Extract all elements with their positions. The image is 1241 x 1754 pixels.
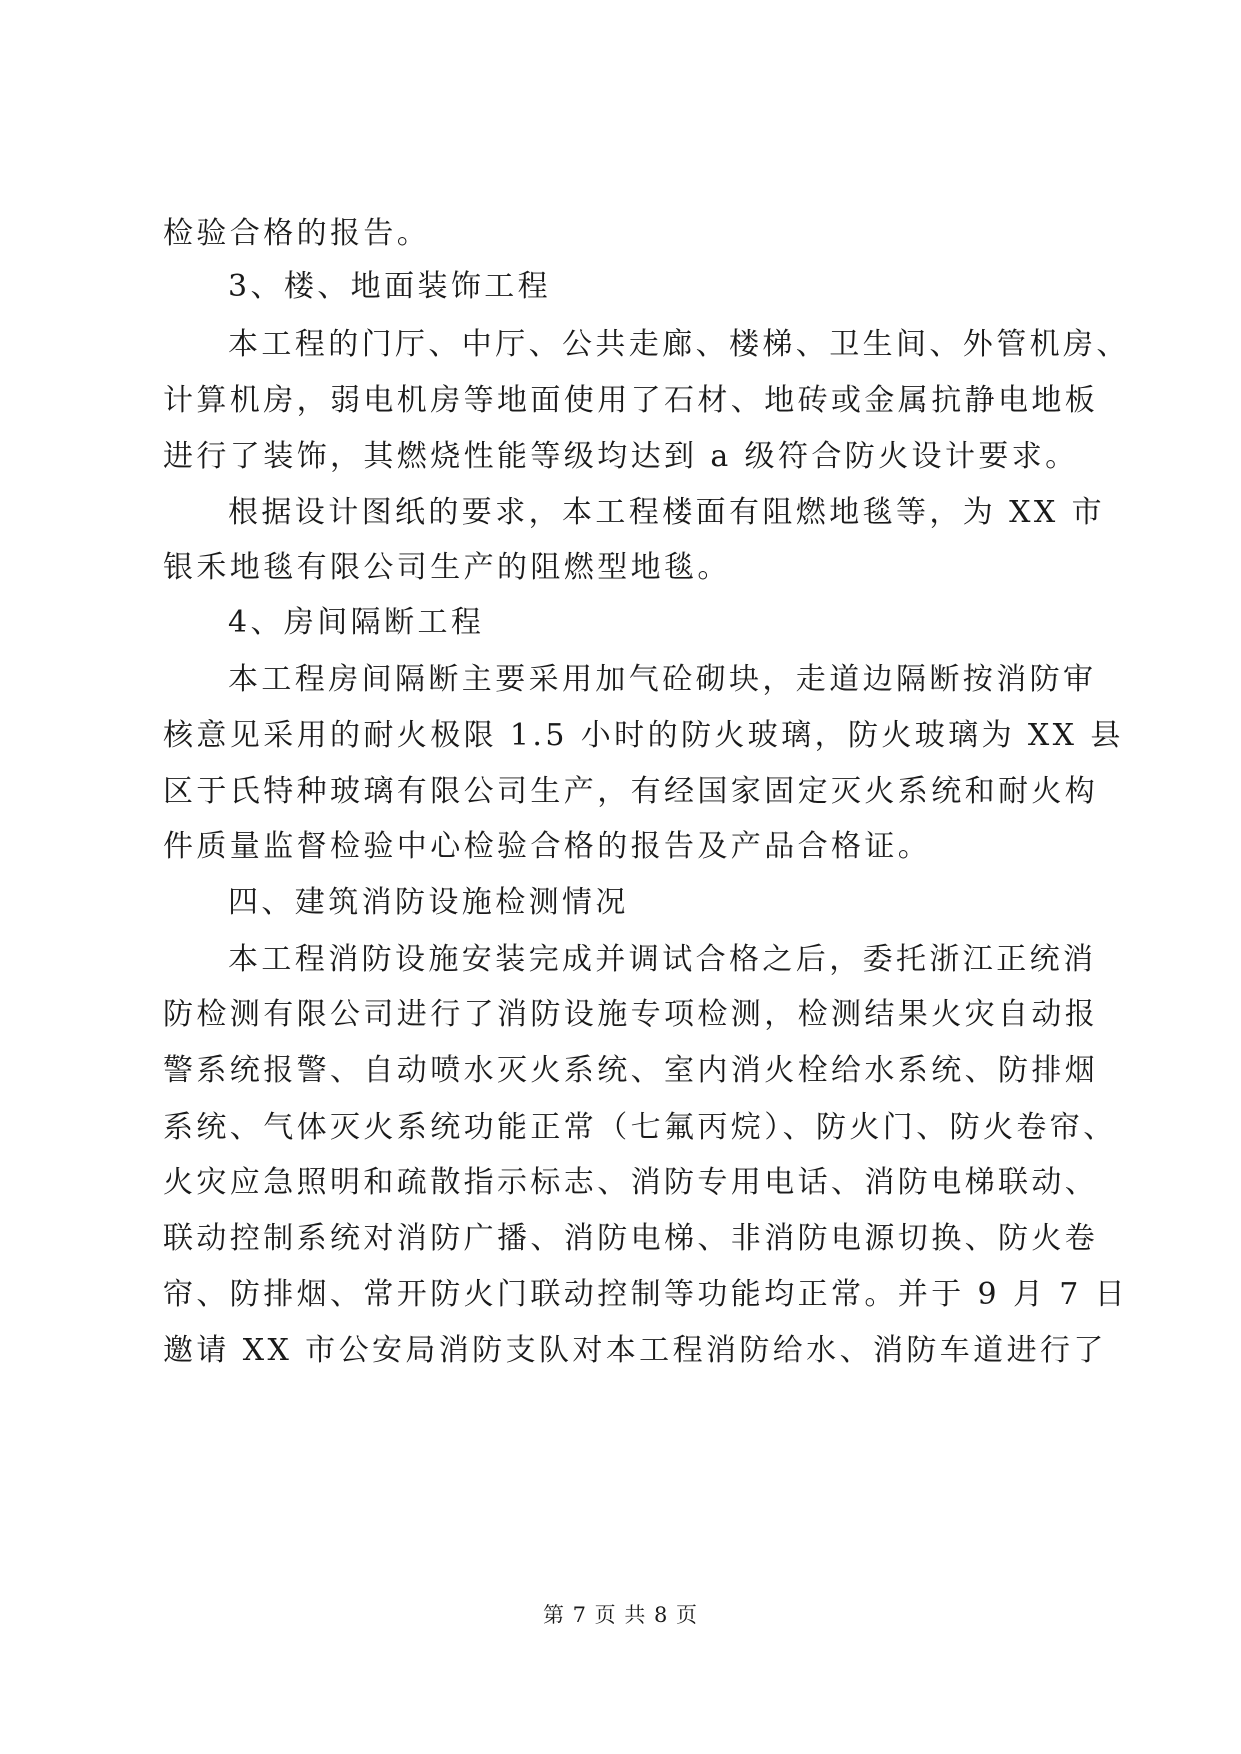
- text-line: 邀请 XX 市公安局消防支队对本工程消防给水、消防车道进行了: [163, 1333, 1107, 1368]
- text-line: 本工程的门厅、中厅、公共走廊、楼梯、卫生间、外管机房、: [228, 327, 1130, 362]
- text-line: 根据设计图纸的要求，本工程楼面有阻燃地毯等，为 XX 市: [228, 495, 1105, 530]
- section-heading-fire-inspection: 四、建筑消防设施检测情况: [228, 885, 629, 920]
- text-line: 件质量监督检验中心检验合格的报告及产品合格证。: [163, 829, 932, 864]
- text-line: 帘、防排烟、常开防火门联动控制等功能均正常。并于 9 月 7 日: [163, 1277, 1129, 1312]
- page-number-footer: 第 7 页 共 8 页: [542, 1603, 699, 1627]
- text-line: 本工程房间隔断主要采用加气砼砌块，走道边隔断按消防审: [228, 662, 1097, 697]
- text-line: 火灾应急照明和疏散指示标志、消防专用电话、消防电梯联动、: [163, 1165, 1099, 1200]
- text-line: 警系统报警、自动喷水灭火系统、室内消火栓给水系统、防排烟: [163, 1053, 1099, 1088]
- text-line: 联动控制系统对消防广播、消防电梯、非消防电源切换、防火卷: [163, 1221, 1099, 1256]
- text-line: 本工程消防设施安装完成并调试合格之后，委托浙江正统消: [228, 942, 1097, 977]
- section-heading-room-partition: 4、房间隔断工程: [228, 605, 485, 640]
- text-line: 核意见采用的耐火极限 1.5 小时的防火玻璃，防火玻璃为 XX 县: [163, 718, 1124, 753]
- text-line: 检验合格的报告。: [163, 216, 431, 251]
- text-line: 计算机房，弱电机房等地面使用了石材、地砖或金属抗静电地板: [163, 383, 1099, 418]
- text-line: 防检测有限公司进行了消防设施专项检测，检测结果火灾自动报: [163, 997, 1099, 1032]
- text-line: 银禾地毯有限公司生产的阻燃型地毯。: [163, 550, 731, 585]
- text-line: 区于氏特种玻璃有限公司生产，有经国家固定灭火系统和耐火构: [163, 774, 1099, 809]
- text-line: 系统、气体灭火系统功能正常（七氟丙烷）、防火门、防火卷帘、: [163, 1110, 1117, 1145]
- section-heading-floor-decoration: 3、楼、地面装饰工程: [228, 269, 552, 304]
- text-line: 进行了装饰，其燃烧性能等级均达到 a 级符合防火设计要求。: [163, 439, 1079, 474]
